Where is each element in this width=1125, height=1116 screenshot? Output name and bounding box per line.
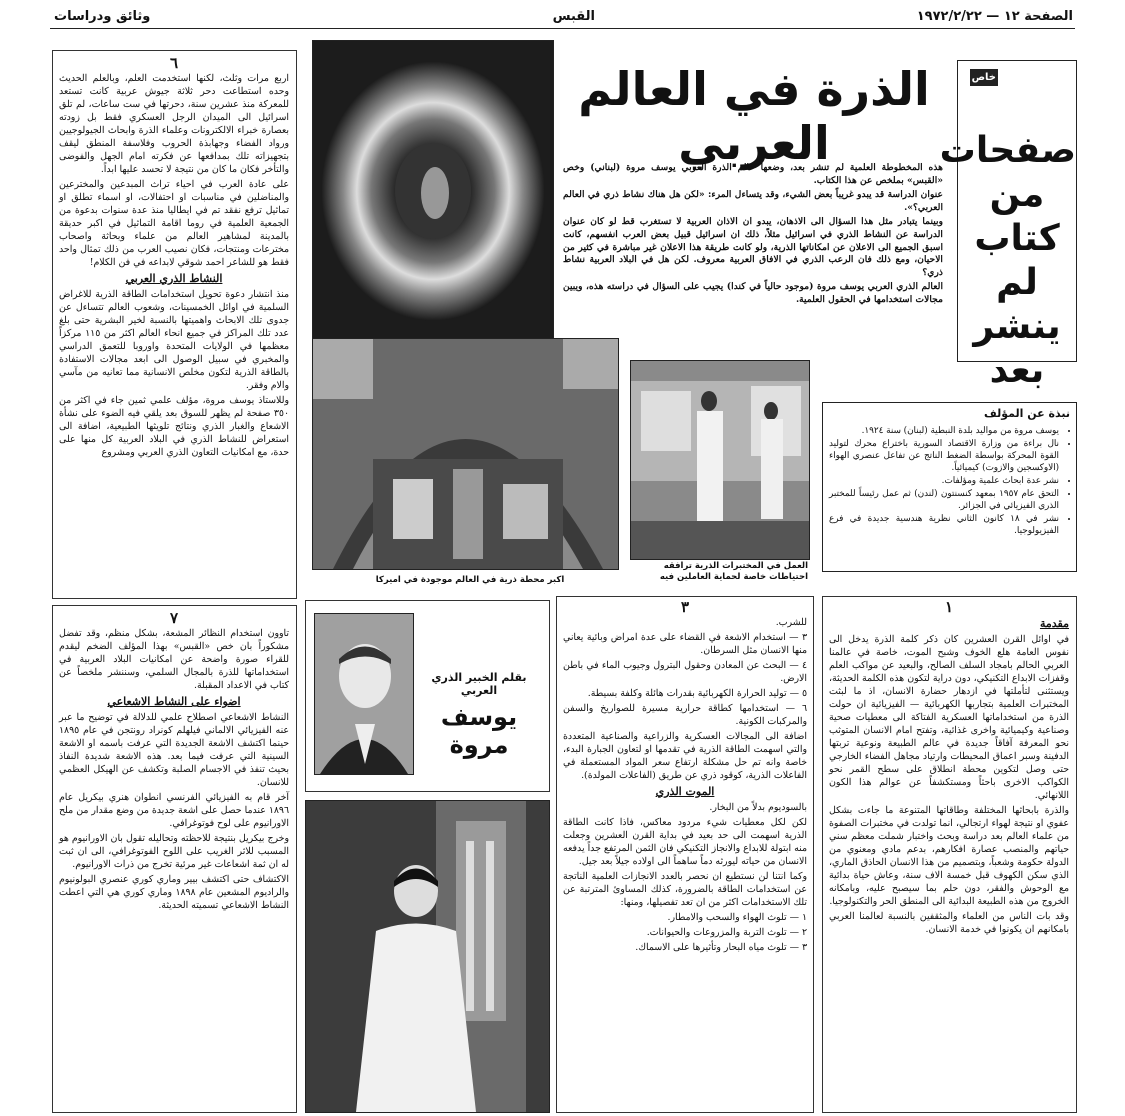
atom-ring-image bbox=[313, 41, 553, 341]
paragraph: ٣ — استخدام الاشعة في القضاء على عدة امراض وبائية يعاني منها الانسان مثل السرطان. bbox=[563, 632, 807, 656]
column-7-box bbox=[52, 605, 297, 1113]
lab-caption: العمل في المختبرات الذرية ترافقه احتياطات خاصة لحماية العاملين فيه bbox=[659, 561, 808, 582]
bio-list bbox=[829, 425, 1069, 565]
paragraph: ٦ — استخدامها كطاقة حرارية مسيرة للصواريخ والسفن والمركبات الكونية. bbox=[563, 703, 807, 727]
bio-item: • نشر في ١٨ كانون الثاني نظرية هندسية جديدة في فرع الفيزيولوجيا. bbox=[829, 513, 1059, 537]
portrait-image bbox=[315, 614, 413, 774]
column-6-box bbox=[52, 50, 297, 599]
sidebar-title-line: كتاب bbox=[974, 218, 1060, 259]
column-number: ١ bbox=[944, 598, 954, 616]
scientist-at-equipment-image bbox=[306, 801, 549, 1112]
page-header bbox=[50, 6, 1075, 29]
bio-item: • يوسف مروة من مواليد بلدة النبطية (لبنان) سنة ١٩٢٤. bbox=[829, 425, 1059, 437]
paragraph: على عادة العرب في احياء تراث المبدعين والمخترعين والمناضلين في مناسبات او احتفالات، او اسماء تطلق او تماثيل ترفع نفقد تم في ايطاليا منذ عدة سنوات بدعوة من الجمعية العلمية في روما اقامة التماثيل في اكبر حديقة بالمدينة لمشاهير العالم من علماء وبحاثة واصحاب مخترعات ومنتجات، فكان نصيب العرب من ذلك تمثال واحد فقط هو للشاعر احمد شوقي لابداعه في فن الكلام! bbox=[59, 179, 289, 268]
author-name: يوسف مروة bbox=[440, 703, 518, 759]
column-number: ٦ bbox=[169, 54, 179, 72]
column-1-box bbox=[822, 596, 1077, 1113]
author-portrait bbox=[314, 613, 414, 775]
newspaper-name: القبس bbox=[552, 9, 595, 24]
paragraph: منذ انتشار دعوة تحويل استخدامات الطاقة الذرية للاغراض السلمية في اوائل الخمسينات، وشعوب العالم تتساءل عن جدوى تلك الابحاث واهميتها بالنسبة لخير البشرية حتى بلغ عدد تلك المراكز في جميع انحاء العالم اكثر من ١١٥ مركزاً معظمها في الولايات المتحدة واوروبا للتعمق الدراسي والمخبري في سبيل الوصول الى ابعد مجالات الاستفادة بالطاقة الذرية لتكون مخلص الانسانية مما تعانيه من مآسي والام وفقر. bbox=[59, 289, 289, 391]
sidebar-title-line: صفحات bbox=[939, 130, 1076, 171]
bio-item: • نشر عدة ابحاث علمية ومؤلفات. bbox=[829, 475, 1059, 487]
section-title: وثائق ودراسات bbox=[54, 9, 151, 24]
paragraph: آخر قام به الفيزيائي الفرنسي انطوان هنري بيكريل عام ١٨٩٦ عندما حصل على اشعة جديدة من وضع مقدار من ملح الاورانيوم على لوح فوتوغرافي. bbox=[59, 792, 289, 829]
paragraph: ٢ — تلوث التربة والمزروعات والحيوانات. bbox=[646, 927, 807, 938]
paragraph: اضافة الى المجالات العسكرية والزراعية والصناعية المتعددة والتي اسهمت الطاقة الذرية في تقدمها او لتعاون الجبارة البدء، خاصة وانه تم حل مشكلة ارتفاع سعر المواد المستعملة في الفاعلات الذرية، كوقود ذري عن طريق (الفاعلات المولدة). bbox=[563, 731, 807, 781]
author-byline: بقلم الخبير الذري العربي bbox=[431, 671, 527, 697]
headline: الذرة في العالم العربي bbox=[578, 62, 930, 170]
author-box bbox=[305, 600, 550, 792]
bio-title: نبذة عن المؤلف bbox=[984, 407, 1070, 420]
sidebar-box bbox=[939, 60, 1077, 391]
atom-photo bbox=[312, 40, 554, 342]
bio-item: • نال براءة من وزارة الاقتصاد السورية باختراع محرك لتوليد القوة المحركة بواسطة الضغط الناتج عن تفاعل عنصري الهواء (الاوكسجين والازوت) كيميائياً. bbox=[829, 438, 1059, 474]
author-byline-block bbox=[419, 671, 539, 759]
sidebar-title-line: لم ينشر bbox=[973, 262, 1061, 347]
reactor-dome-image bbox=[313, 339, 618, 569]
paragraph: النشاط الاشعاعي اصطلاح علمي للدلالة في توضيح ما عبر عنه الفيزيائي الالماني فيلهلم كونراد رونتجن في عام ١٨٩٥ حينما اكتشف الاشعة الجديدة التي عرفت باسمه او الاشعة السينية التي عرفت فيما بعد. هذه الاشعة شديدة النفاذ بحيث تنفذ في الاجسام الصلبة وتكشف عن الهيكل العظمي للانسان. bbox=[59, 712, 289, 788]
station-photo bbox=[312, 338, 619, 570]
sidebar-title-line: من bbox=[989, 174, 1045, 215]
paragraph: تاوون استخدام النظائر المشعة، بشكل منظم، وقد تفضل مشكوراً بان خص «القبس» بهذا المؤلف الضخم ليقدم للقراء صورة واضحة عن امكانيات البلاد العربية في استخداماتها للذرة بالمجال السلمي، وسننشر ملخصاً عن كتاب في الاعداد المقبلة. bbox=[59, 628, 289, 691]
intro-paragraph: هذه المخطوطة العلمية لم تنشر بعد، وضعها عالم الذرة العربي يوسف مروة (لبناني) وخص «القبس» بملخص عن هذا الكتاب. bbox=[563, 162, 943, 186]
column-1 bbox=[829, 598, 1069, 1108]
sidebar-title bbox=[939, 129, 1076, 393]
column-3-box bbox=[556, 596, 814, 1113]
author-bio-box bbox=[822, 402, 1077, 572]
subheading: اضواء على النشاط الاشعاعي bbox=[107, 695, 241, 708]
paragraph: الاكتشاف حتى اكتشف بيير وماري كوري عنصري البولونيوم والراديوم المشعين عام ١٨٩٨ وماري كوري هي التي اعطت النشاط الاشعاعي تسميته الحديثة. bbox=[59, 874, 289, 911]
intro-text bbox=[563, 162, 943, 358]
intro-paragraph: العالم الذري العربي يوسف مروة (موجود حالياً في كندا) يجيب على السؤال في دراسته هذه، ويبين مجالات استخدامها في الحقول العلمية. bbox=[563, 281, 943, 305]
paragraph: وقد بات الناس من العلماء والمثقفين بالنسبة لعالمنا العربي بامكانهم ان يكونوا في خدمة الانسان. bbox=[829, 911, 1069, 935]
bio-item: • التحق عام ١٩٥٧ بمعهد كنسنتون (لندن) ثم عمل رئيساً للمختبر الذري الفيزيائي في الجزائر. bbox=[829, 488, 1059, 512]
paragraph: بالسوديوم بدلاً من البخار. bbox=[709, 802, 807, 813]
page-number-date: الصفحة ١٢ — ١٩٧٢/٢/٢٢ bbox=[916, 9, 1073, 24]
exclusive-badge: خاص bbox=[970, 69, 998, 86]
scientist-photo bbox=[305, 800, 550, 1113]
paragraph: والذرة بابحاثها المختلفة وطاقاتها المتنوعة ما جاءت بشكل عفوي او نتيجة لهواء ارتجالي، انما تولدت في مختبرات الصفوة من علماء العالم بعد دراسة وبحث واختبار شملت معظم سني حياتهم والمنصب عصارة افكارهم، بدعم مادي ومعنوي من الدولة حكومة وشعباً، وبتصميم من هذا الانسان الحاذق الماري، الذي سكن الكهوف قبل خمسة الاف سنة، وعاش حياة بدائية مع الوحوش والفقر، دون حلم بما سيصبح عليه، وبامكانه الخروج من هذه الطبيعة البدائية الى المنطق الحر والتكنولوجيا. bbox=[829, 805, 1069, 907]
subheading: النشاط الذري العربي bbox=[125, 272, 223, 285]
intro-paragraph: وبينما يتبادر مثل هذا السؤال الى الاذهان، يبدو ان الاذان العربية لا تستغرب قط لو كان عنوان الدراسة عن النشاط الذري في اسرائيل مثلاً، ذلك ان اسرائيل قبيل بعض العرب انفسهم، كانت اسبق الجميع الى الاعلان عن امكاناتها الذرية، ولو كانت طريقة هذا الاعلان غير مباشرة في كثير من الاحيان، ومع ذلك فان الرعب الذري في الافاق العربية معروف. لكن هل في البلاد العربية نشاط ذري؟ bbox=[563, 216, 943, 278]
subheading: مقدمة bbox=[1039, 617, 1069, 630]
lab-workers-image bbox=[631, 361, 809, 559]
paragraph: اربع مرات وثلث، لكنها استخدمت العلم، وبالعلم الحديث وحده استطاعت دحر ثلاثة جيوش عربية كانت تستعد للمعركة منذ عشرين سنة، دحرتها في ست ساعات، لم تلق اسرائيل الى الميدان الرجل العسكري فقط بل زودته بعصارة خبراء الالكترونات وعلماء الذرة وابحاث الجيولوجيين ورواد الفضاء وجهابذة الحروب وفلاسفة المنطق ليقف بتجهيزاته تلك بمدافعها عن فكرته امام الجهل والفوضى والتأخر فكان ما كان من نتيجة لا تحسد عليها ابداً. bbox=[59, 73, 289, 175]
paragraph: ٣ — تلوث مياه البحار وتأثيرها على الاسماك. bbox=[635, 942, 807, 953]
paragraph: لكن لكل معطيات شيء مردود معاكس، فاذا كانت الطاقة الذرية اسهمت الى حد بعيد في بداية القرن العشرين وجعلت منه ابتولة للابداع والانجاز التكنيكي فان الثمن المرتفع جداً يدفعه الانسان من حياته ليورثه دماً ساهماً الى اولاده جيلاً بعد جيل. bbox=[563, 817, 807, 867]
paragraph: ١ — تلوث الهواء والسحب والامطار. bbox=[667, 912, 807, 923]
column-6 bbox=[59, 54, 289, 592]
paragraph: في اوائل القرن العشرين كان ذكر كلمة الذرة يدخل الى نفوس العامة هلع الخوف وشبح الموت، خاصة في عالمنا العربي الحالم بامجاد السلف الصالح، والبعيد عن مواكب العلم وقفزات الابداع التكنيكي، دون دراية لتكون هذه الكلمة الحديثة، ويستثنى لتأملتها في ازدهار حضارة الانسان، اذ ما لبثت المختبرات العلمية بتجاربها الكهربائية — الفيزيائية ان حولت الذرة من استخداماتها العسكرية الفتاكة الى معطيات صحية وصناعية وكيميائية واخرى غذائية، وتفتح امام الانسان المتوثب نحو المعرفة آفاقاً جديدة في عالم الطبيعة ونوعية تربتها الدفينة وسبر اعماق المحيطات وارتياد مجاهل الفضاء الخارجي حتى وصل لتكوين محطة انطلاق على سطح القمر نحو الكواكب الاخرى باحثاً ومستكشفاً عن عوالم هذا الكون اللانهائي. bbox=[829, 634, 1069, 801]
column-number: ٧ bbox=[169, 609, 179, 627]
lab-photo bbox=[630, 360, 810, 560]
paragraph: وخرج بيكريل بنتيجة للاحظته وتحاليله تقول بان الاورانيوم هو المسبب للاثر الغريب على اللوح الفوتوغرافي، الى ان ثبت له ان ثمة اشعاعات غير مرئية تخرج من ذرات الاورانيوم. bbox=[59, 833, 289, 870]
column-7 bbox=[59, 609, 289, 1106]
paragraph: وللاستاذ يوسف مروة، مؤلف علمي ثمين جاء في اكثر من ٣٥٠ صفحة لم يظهر للسوق بعد يلقي فيه الضوء على نشأة الاشعاع والغبار الذري ونتائج تلويثها الطبيعية، اضافة الى استعراض للنشاط الذري في البلاد العربية كل منها على حدة، مع امكانيات التعاون الذري العربي ومشروع bbox=[59, 395, 289, 458]
subheading: الموت الذري bbox=[655, 785, 715, 798]
paragraph: ٥ — توليد الحرارة الكهربائية بقدرات هائلة وكلفة بسيطة. bbox=[587, 688, 807, 699]
paragraph: ٤ — البحث عن المعادن وحقول البترول وجيوب الماء في باطن الارض. bbox=[563, 660, 807, 684]
paragraph: للشرب. bbox=[775, 617, 807, 628]
intro-paragraph: عنوان الدراسة قد يبدو غريباً بعض الشيء، وقد يتساءل المرء: «لكن هل هناك نشاط ذري في العالم العربي؟». bbox=[563, 189, 943, 213]
sidebar-title-line: بعد bbox=[989, 350, 1045, 391]
column-3 bbox=[563, 598, 807, 1108]
column-number: ٣ bbox=[680, 598, 690, 616]
station-caption: اكبر محطة ذرية في العالم موجودة في اميركا bbox=[375, 575, 565, 585]
paragraph: وكما انتنا لن نستطيع ان نحصر بالعدد الانجازات العلمية الناتجة عن استخدامات الطاقة بالضرورة، كذلك المساوئ المترتبة عن تلك الاستخدامات اكثر من ان تعد تفصيلها، ومنها: bbox=[563, 871, 807, 908]
